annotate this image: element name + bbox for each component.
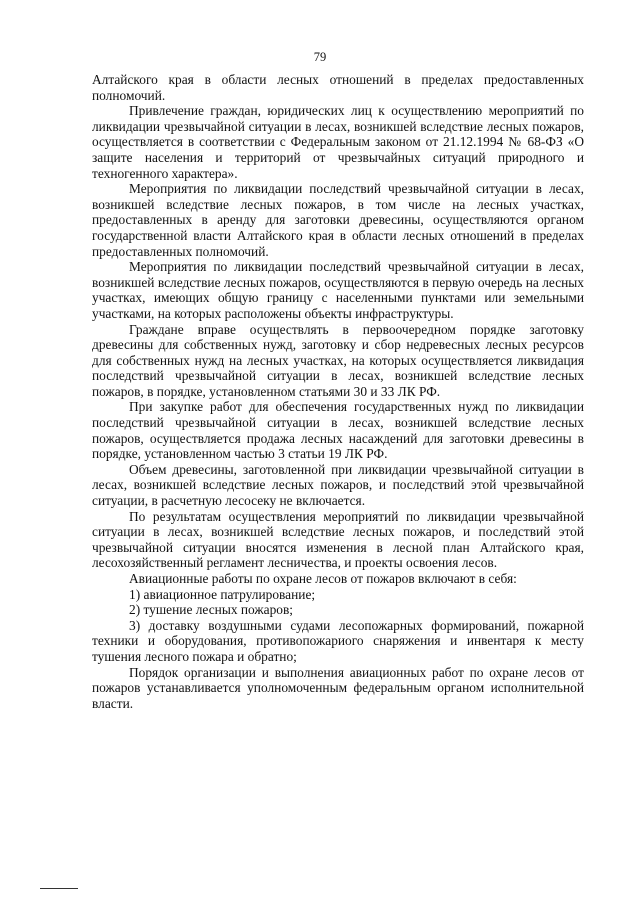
list-item-delivery: 3) доставку воздушными судами лесопожарных формирований, пожарной техники и оборудования, противопожариого снаряжения и инвентаря к месту тушения лесного пожара и обратно; — [92, 617, 584, 664]
page-number: 79 — [313, 50, 327, 64]
paragraph-citizens-involvement: Привлечение граждан, юридических лиц к осуществлению мероприятий по ликвидации чрезвычайной ситуации в лесах, возникшей вследствие лесных пожаров, осуществляется в соответствии с Федеральным законом от 21.12.1994 № 68-ФЗ «О защите населения и территорий от чрезвычайных ситуаций природного и техногенного характера». — [92, 103, 584, 181]
paragraph-continuation: Алтайского края в области лесных отношений в пределах предоставленных полномочий. — [92, 72, 584, 103]
paragraph-aviation-order: Порядок организации и выполнения авиационных работ по охране лесов от пожаров устанавливается уполномоченным федеральным органом исполнительной власти. — [92, 664, 584, 711]
paragraph-plan-changes: По результатам осуществления мероприятий по ликвидации чрезвычайной ситуации в лесах, возникшей вследствие лесных пожаров, и последствий этой чрезвычайной ситуации вносятся изменения в лесной план Алтайского края, лесохозяйственный регламент лесничества, и проекты освоения лесов. — [92, 508, 584, 571]
footer-divider — [40, 888, 78, 889]
paragraph-aviation-intro: Авиационные работы по охране лесов от пожаров включают в себя: — [129, 571, 517, 586]
list-item-extinguishing: 2) тушение лесных пожаров; — [129, 602, 294, 618]
paragraph-liquidation-measures: Мероприятия по ликвидации последствий чрезвычайной ситуации в лесах, возникшей вследствие лесных пожаров, в том числе на лесных участках, предоставленных в аренду для заготовки древесины, осуществляются органом государственной власти Алтайского края в области лесных отношений в пределах предоставленных полномочий. — [92, 181, 584, 259]
paragraph-wood-volume: Объем древесины, заготовленной при ликвидации чрезвычайной ситуации в лесах, возникшей вследствие лесных пожаров, и последствий этой чрезвычайной ситуации, в расчетную лесосеку не включается. — [92, 461, 584, 509]
body-text — [92, 72, 584, 711]
paragraph-procurement: При закупке работ для обеспечения государственных нужд по ликвидации последствий чрезвычайной ситуации в лесах, возникшей вследствие лесных пожаров, осуществляется продажа лесных насаждений для заготовки древесины в порядке, установленном частью 3 статьи 19 ЛК РФ. — [92, 399, 584, 462]
list-item-patrol: 1) авиационное патрулирование; — [129, 586, 316, 602]
paragraph-priority-areas: Мероприятия по ликвидации последствий чрезвычайной ситуации в лесах, возникшей вследствие лесных пожаров, осуществляются в первую очередь на лесных участках, имеющих общую границу с населенными пунктами или земельными участками, на которых расположены объекты инфраструктуры. — [92, 259, 584, 321]
paragraph-citizens-rights: Граждане вправе осуществлять в первоочередном порядке заготовку древесины для собственных нужд, заготовку и сбор недревесных лесных ресурсов для собственных нужд на лесных участках, на которых осуществляется ликвидация последствий чрезвычайной ситуации в лесах, возникшей вследствие лесных пожаров, в порядке, установленном статьями 30 и 33 ЛК РФ. — [92, 321, 584, 399]
